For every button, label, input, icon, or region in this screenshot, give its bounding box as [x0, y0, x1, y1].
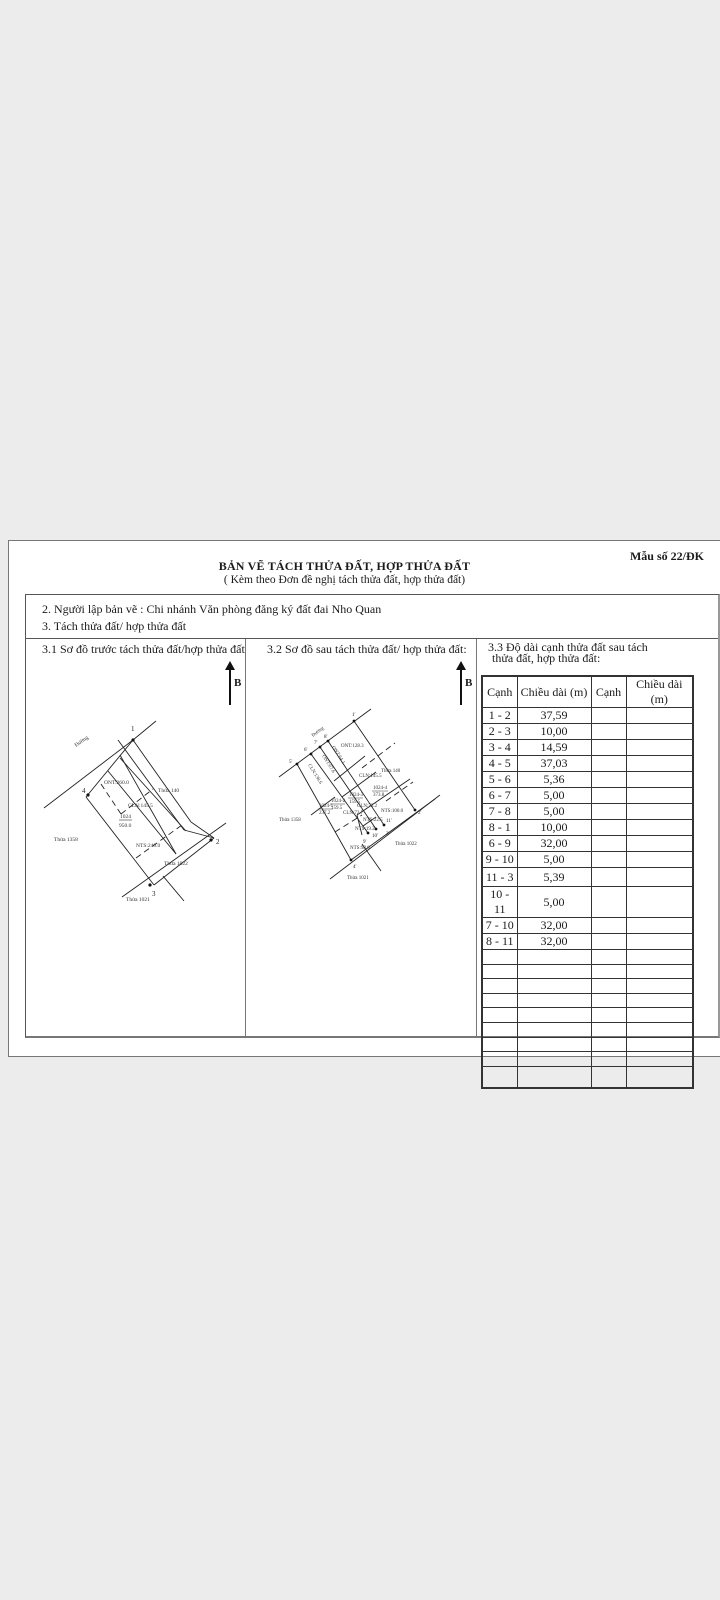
neighbor-parcel-1358: Thửa 1358 — [54, 837, 78, 843]
document-title: BẢN VẼ TÁCH THỬA ĐẤT, HỢP THỬA ĐẤT — [218, 559, 471, 573]
length-cell: 5,00 — [517, 788, 591, 804]
empty-row — [482, 964, 693, 979]
point-2-prime: 2' — [418, 811, 422, 816]
empty-cell — [591, 804, 626, 820]
parcel-number: 1024 — [120, 814, 131, 820]
land-use-cln-b: CLN:73.2 — [357, 804, 378, 809]
length-cell: 14,59 — [517, 740, 591, 756]
edge-length-table — [481, 675, 694, 1089]
length-cell: 10,00 — [517, 820, 591, 836]
edge-cell: 8 - 1 — [482, 820, 517, 836]
north-label: B — [234, 677, 242, 689]
point-8-prime: 8' — [324, 735, 328, 740]
point-10-prime: 10' — [372, 834, 378, 839]
empty-cell — [626, 918, 693, 934]
parcel-1024-1-area: 237.2 — [319, 811, 331, 816]
empty-row — [482, 993, 693, 1008]
empty-cell — [591, 756, 626, 772]
section-33-heading — [488, 642, 648, 664]
land-use-nts: NTS:240.0 — [136, 843, 161, 849]
length-cell: 37,03 — [517, 756, 591, 772]
neighbor-parcel-1022: Thửa 1022 — [164, 861, 188, 867]
edge-cell: 9 - 10 — [482, 852, 517, 868]
empty-cell — [591, 836, 626, 852]
empty-row — [482, 1022, 693, 1037]
column-header: Chiều dài (m) — [626, 676, 693, 708]
empty-row — [482, 979, 693, 994]
empty-row — [482, 1066, 693, 1088]
table-row — [482, 852, 693, 868]
land-use-nts-b: NTS:22.5 — [363, 818, 383, 823]
point-11-prime: 11' — [386, 819, 392, 824]
empty-cell — [626, 887, 693, 918]
edge-cell: 11 - 3 — [482, 868, 517, 887]
empty-cell — [591, 788, 626, 804]
edge-cell: 7 - 8 — [482, 804, 517, 820]
column-header: Cạnh — [591, 676, 626, 708]
parcel-1024-2-area: 159.5 — [331, 806, 343, 811]
length-cell: 5,39 — [517, 868, 591, 887]
point-3-prime: 3' — [386, 832, 390, 837]
edge-cell: 3 - 4 — [482, 740, 517, 756]
empty-cell — [626, 868, 693, 887]
point-7-prime: 7' — [314, 741, 318, 746]
empty-cell — [626, 934, 693, 950]
empty-cell — [626, 708, 693, 724]
empty-cell — [626, 756, 693, 772]
empty-cell — [626, 724, 693, 740]
parcel-1024-1: 1024-1 — [319, 804, 334, 809]
empty-cell — [591, 852, 626, 868]
section-31-heading: 3.1 Sơ đồ trước tách thửa đất/hợp thửa đất — [42, 642, 245, 656]
empty-cell — [626, 836, 693, 852]
table-row — [482, 887, 693, 918]
length-cell: 37,59 — [517, 708, 591, 724]
document-subtitle: ( Kèm theo Đơn đề nghị tách thửa đất, hợp thửa đất) — [223, 574, 466, 586]
table-row — [482, 724, 693, 740]
land-use-nts-bottom: NTS:98.6 — [350, 846, 370, 851]
length-cell: 32,00 — [517, 918, 591, 934]
land-use-ont-1: ONT:128.3 — [341, 744, 364, 749]
parcel-1024-4: 1024-4 — [373, 786, 388, 791]
land-use-ont: ONT:260.0 — [104, 780, 129, 786]
land-use-cln-a: CLN:72.7 — [343, 811, 364, 816]
empty-cell — [626, 740, 693, 756]
section-32-heading: 3.2 Sơ đồ sau tách thửa đất/ hợp thửa đất: — [267, 642, 467, 656]
parcel-1024-3-area: 159.5 — [349, 800, 361, 805]
neighbor-parcel-1021: Thửa 1021 — [347, 876, 369, 881]
length-cell: 5,00 — [517, 852, 591, 868]
edge-cell: 10 - 11 — [482, 887, 517, 918]
edge-cell: 6 - 7 — [482, 788, 517, 804]
point-9-prime: 9' — [363, 840, 367, 845]
section-33-heading-line1: 3.3 Độ dài cạnh thửa đất sau tách — [488, 640, 648, 654]
table-header-row — [482, 676, 693, 708]
edge-cell: 5 - 6 — [482, 772, 517, 788]
empty-cell — [591, 868, 626, 887]
parcel-1024-2: 1024-2 — [331, 799, 346, 804]
parcel-1024-4-area: 373.8 — [373, 793, 385, 798]
edge-cell: 4 - 5 — [482, 756, 517, 772]
neighbor-parcel-1021: Thửa 1021 — [126, 897, 150, 903]
land-plot-document — [8, 540, 720, 1057]
neighbor-parcel-140: Thửa 140 — [381, 769, 401, 774]
split-merge-heading: 3. Tách thửa đất/ hợp thửa đất — [42, 619, 187, 633]
empty-row — [482, 950, 693, 965]
table-row — [482, 788, 693, 804]
table-row — [482, 756, 693, 772]
column-header: Chiều dài (m) — [517, 676, 591, 708]
edge-cell: 6 - 9 — [482, 836, 517, 852]
edge-cell: 2 - 3 — [482, 724, 517, 740]
land-use-cln-side: CLN:138.6 — [306, 763, 323, 786]
table-row — [482, 708, 693, 724]
empty-row — [482, 1008, 693, 1023]
empty-cell — [591, 934, 626, 950]
section-edge-lengths — [476, 639, 718, 1036]
table-row — [482, 918, 693, 934]
empty-cell — [626, 772, 693, 788]
empty-row — [482, 1052, 693, 1067]
edge-cell: 7 - 10 — [482, 918, 517, 934]
length-cell: 10,00 — [517, 724, 591, 740]
table-row — [482, 772, 693, 788]
table-row — [482, 740, 693, 756]
land-use-ont-3: ONT:67.6 — [320, 754, 336, 775]
point-3: 3 — [152, 890, 156, 898]
empty-cell — [626, 852, 693, 868]
neighbor-parcel-1022: Thửa 1022 — [395, 842, 417, 847]
table-row — [482, 934, 693, 950]
land-use-nts-main: NTS:100.0 — [381, 809, 404, 814]
empty-cell — [591, 772, 626, 788]
table-row — [482, 820, 693, 836]
empty-cell — [626, 804, 693, 820]
table-row — [482, 868, 693, 887]
section-after-split — [245, 639, 477, 1036]
empty-cell — [591, 740, 626, 756]
empty-cell — [591, 724, 626, 740]
north-label: B — [465, 677, 473, 689]
table-row — [482, 804, 693, 820]
point-6-prime: 6' — [304, 748, 308, 753]
empty-cell — [591, 820, 626, 836]
section-before-split — [26, 639, 246, 1036]
point-4-prime: 4' — [353, 865, 357, 870]
land-use-cln: CLN:145.5 — [128, 803, 153, 809]
length-cell: 5,00 — [517, 887, 591, 918]
table-row — [482, 836, 693, 852]
length-cell: 32,00 — [517, 934, 591, 950]
empty-cell — [626, 820, 693, 836]
point-1: 1 — [131, 725, 135, 733]
land-use-ont-2: ONT:64.1 — [330, 745, 346, 766]
length-cell: 5,36 — [517, 772, 591, 788]
edge-cell: 1 - 2 — [482, 708, 517, 724]
road-label: Đường — [73, 734, 90, 749]
plot-diagram-after — [245, 639, 476, 1039]
surveyor-line: 2. Người lập bản vẽ : Chi nhánh Văn phòng đăng ký đất đai Nho Quan — [42, 602, 382, 616]
neighbor-parcel-1358: Thửa 1358 — [279, 818, 301, 823]
section-33-heading-line2: thửa đất, hợp thửa đất: — [492, 651, 601, 665]
document-frame — [25, 594, 720, 1038]
empty-cell — [591, 887, 626, 918]
empty-cell — [626, 788, 693, 804]
empty-row — [482, 1037, 693, 1052]
point-4: 4 — [82, 787, 86, 795]
parcel-area: 950.0 — [119, 823, 132, 829]
column-header: Cạnh — [482, 676, 517, 708]
form-number: Mẫu số 22/ĐK — [629, 549, 704, 563]
land-use-cln-main: CLN:145.5 — [359, 774, 382, 779]
empty-cell — [591, 708, 626, 724]
parcel-1024-3: 1024-3 — [349, 793, 364, 798]
edge-cell: 8 - 11 — [482, 934, 517, 950]
point-5-prime: 5' — [289, 760, 293, 765]
point-2: 2 — [216, 838, 220, 846]
length-cell: 32,00 — [517, 836, 591, 852]
plot-diagram-before — [26, 639, 245, 1039]
road-label: Đường — [311, 726, 326, 739]
empty-cell — [591, 918, 626, 934]
length-cell: 5,00 — [517, 804, 591, 820]
neighbor-parcel-140: Thửa 140 — [158, 788, 180, 794]
point-1-prime: 1' — [352, 713, 356, 718]
land-use-nts-a: NTS:19.2 — [355, 827, 375, 832]
